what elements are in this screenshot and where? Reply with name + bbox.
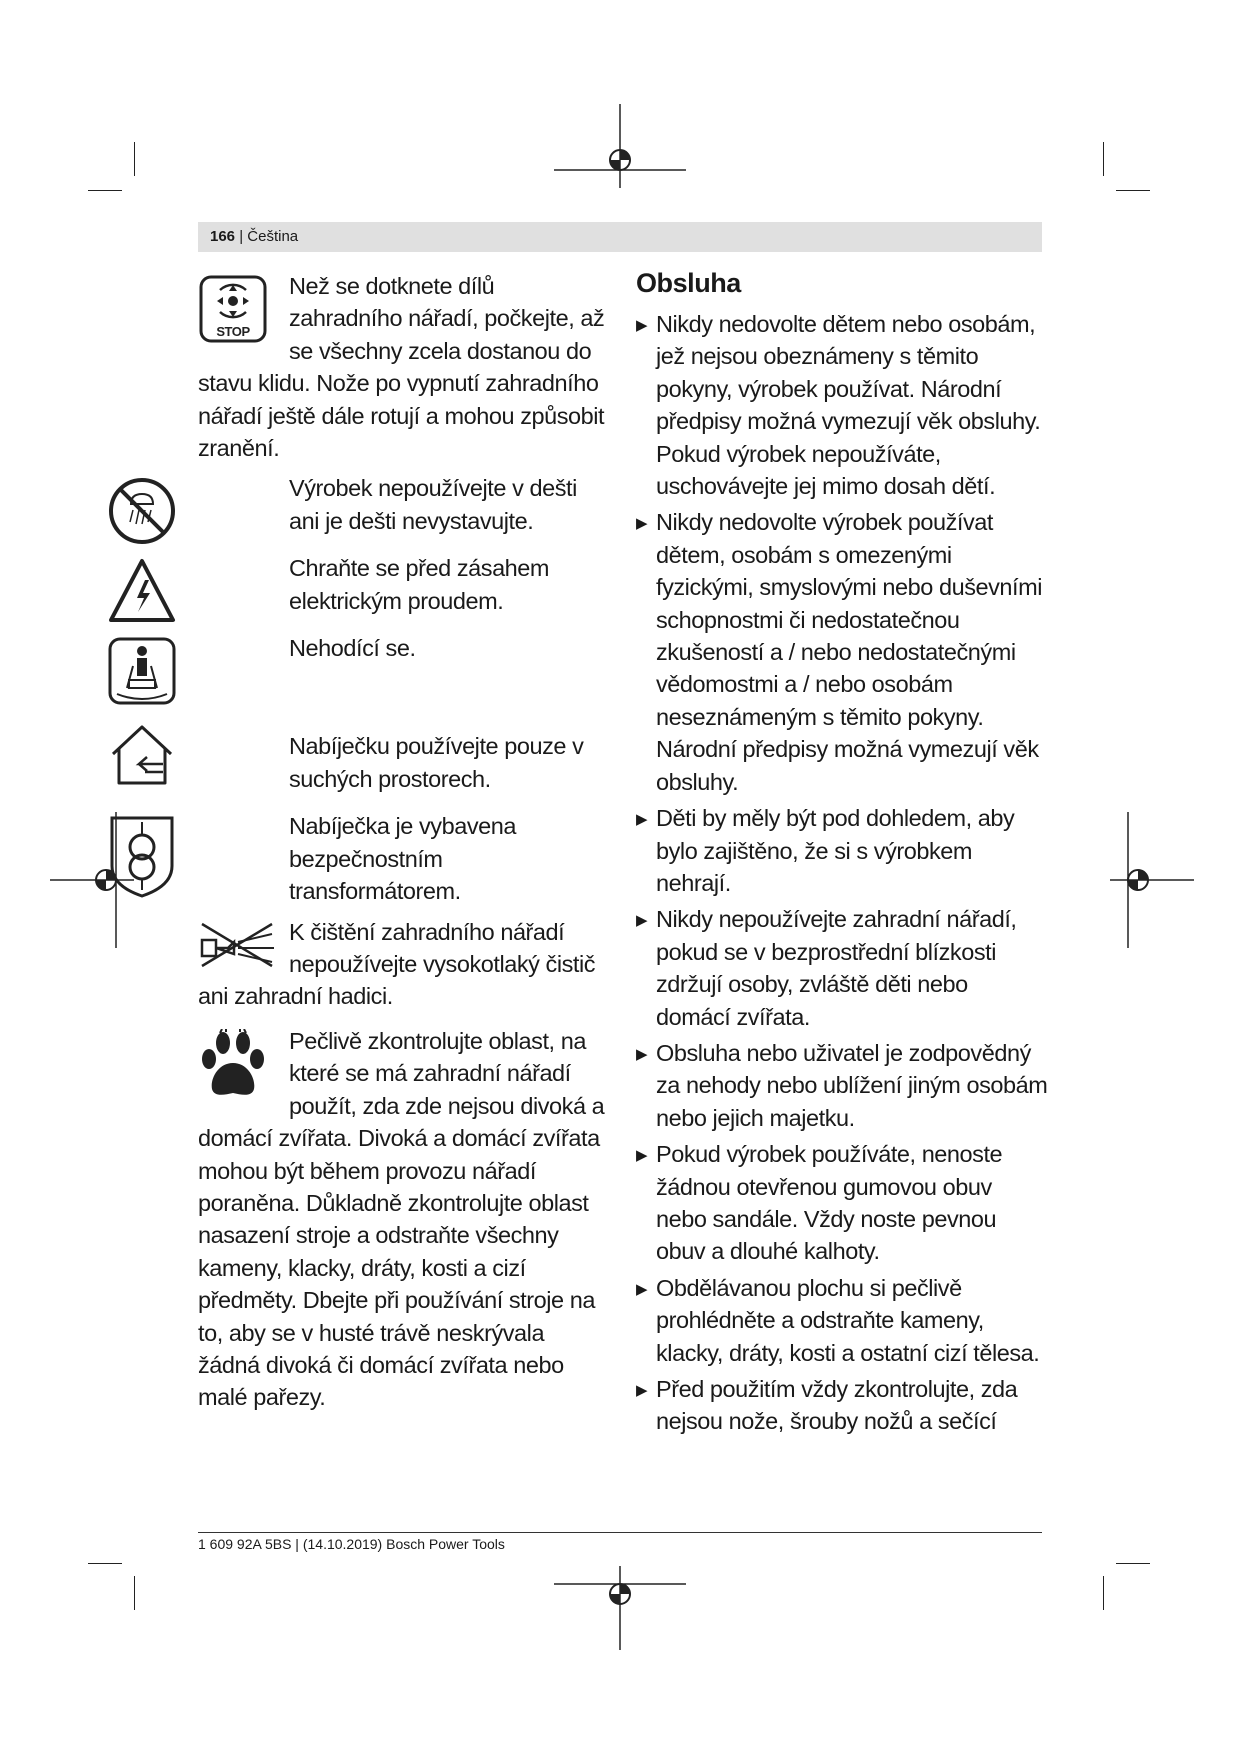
safety-text: Výrobek nepoužívejte v dešti ani je dešti nevystavujte. [289, 475, 577, 534]
page-header [198, 222, 1042, 252]
crop-mark [1116, 190, 1150, 191]
header-language: Čeština [247, 228, 299, 245]
no-rain-icon [107, 476, 177, 546]
safety-item [198, 632, 610, 704]
section-heading: Obsluha [636, 268, 741, 298]
bystander-warning-icon [107, 636, 177, 706]
safety-item [198, 270, 610, 464]
list-item: ▶ Nikdy nepoužívejte zahradní nářadí, pokud se v bezprostřední blízkosti zdržují osoby, zvláště děti nebo domácí zvířata. [636, 903, 1048, 1033]
page-footer: 1 609 92A 5BS | (14.10.2019) Bosch Power Tools [198, 1536, 505, 1552]
crop-mark [1103, 1576, 1104, 1610]
no-pressure-washer-icon [198, 920, 276, 970]
electric-shock-warning-icon [107, 556, 177, 626]
list-item: ▶ Obdělávanou plochu si pečlivě prohlédněte a odstraňte kameny, klacky, dráty, kosti a ostatní cizí tělesa. [636, 1272, 1048, 1369]
safety-item [198, 916, 610, 1013]
safety-item [198, 472, 610, 544]
safety-transformer-icon [107, 814, 177, 898]
safety-text: Nabíječka je vybavena bezpečnostním transformátorem. [289, 813, 516, 905]
indoor-use-icon [107, 720, 177, 790]
crop-mark [88, 190, 122, 191]
operation-list [636, 308, 1048, 1438]
safety-text: Nehodící se. [289, 635, 416, 662]
paw-icon [198, 1029, 268, 1099]
registration-mark-icon [550, 104, 690, 188]
left-column [198, 270, 610, 1422]
right-column [636, 266, 1048, 1442]
safety-item [198, 712, 610, 802]
registration-mark-icon [1110, 810, 1194, 950]
safety-text: Chraňte se před zásahem elektrickým proudem. [289, 555, 550, 614]
crop-mark [88, 1563, 122, 1564]
list-item: ▶ Obsluha nebo uživatel je zodpovědný za nehody nebo ublížení jiným osobám nebo jejich majetku. [636, 1037, 1048, 1134]
safety-text: Pečlivě zkontrolujte oblast, na které se má zahradní nářadí použít, zda zde nejsou divoká a domácí zvířata. Divoká a domácí zvířata mohou být během provozu nářadí poraněna. Důkladně zkontrolujte oblast nasazení stroje a odstraňte všechny kameny, klacky, dráty, kosti a cizí předměty. Dbejte při používání stroje na to, aby se v husté trávě neskrývala žádná divoká či domácí zvířata nebo malé pařezy. [198, 1027, 605, 1411]
header-separator: | [239, 228, 244, 245]
list-item: ▶ Nikdy nedovolte výrobek používat dětem, osobám s omezenými fyzickými, smyslovými nebo duševními schopnostmi či nedostatečnou zkušeností a / nebo nedostatečnými vědomostmi a / nebo osobám neseznámeným s těmito pokyny. Národní předpisy možná vymezují věk obsluhy. [636, 506, 1048, 798]
crop-mark [134, 142, 135, 176]
registration-mark-icon [550, 1566, 690, 1650]
list-item: ▶ Před použitím vždy zkontrolujte, zda nejsou nože, šrouby nožů a sečící [636, 1373, 1048, 1438]
crop-mark [1103, 142, 1104, 176]
stop-rotation-icon [198, 274, 268, 344]
safety-text: Nabíječku používejte pouze v suchých prostorech. [289, 733, 584, 792]
safety-text: Než se dotknete dílů zahradního nářadí, počkejte, až se všechny zcela dostanou do stavu klidu. Nože po vypnutí zahradního nářadí ještě dále rotují a mohou způsobit zranění. [198, 273, 605, 462]
safety-item [198, 1025, 610, 1414]
page-number-label [210, 228, 298, 245]
safety-item [198, 810, 610, 907]
list-item: ▶ Děti by měly být pod dohledem, aby bylo zajištěno, že si s výrobkem nehrají. [636, 802, 1048, 899]
crop-mark [1116, 1563, 1150, 1564]
safety-text: K čištění zahradního nářadí nepoužívejte vysokotlaký čistič ani zahradní hadici. [198, 918, 596, 1010]
list-item: ▶ Nikdy nedovolte dětem nebo osobám, jež nejsou obeznámeny s těmito pokyny, výrobek používat. Národní předpisy možná vymezují věk obsluhy. Pokud výrobek nepoužíváte, uschovávejte jej mimo dosah dětí. [636, 308, 1048, 502]
list-item: ▶ Pokud výrobek používáte, nenoste žádnou otevřenou gumovou obuv nebo sandále. Vždy noste pevnou obuv a dlouhé kalhoty. [636, 1138, 1048, 1268]
page-number: 166 [210, 228, 236, 245]
crop-mark [134, 1576, 135, 1610]
safety-item [198, 552, 610, 624]
footer-divider [198, 1532, 1042, 1533]
stop-label: STOP [216, 324, 250, 339]
